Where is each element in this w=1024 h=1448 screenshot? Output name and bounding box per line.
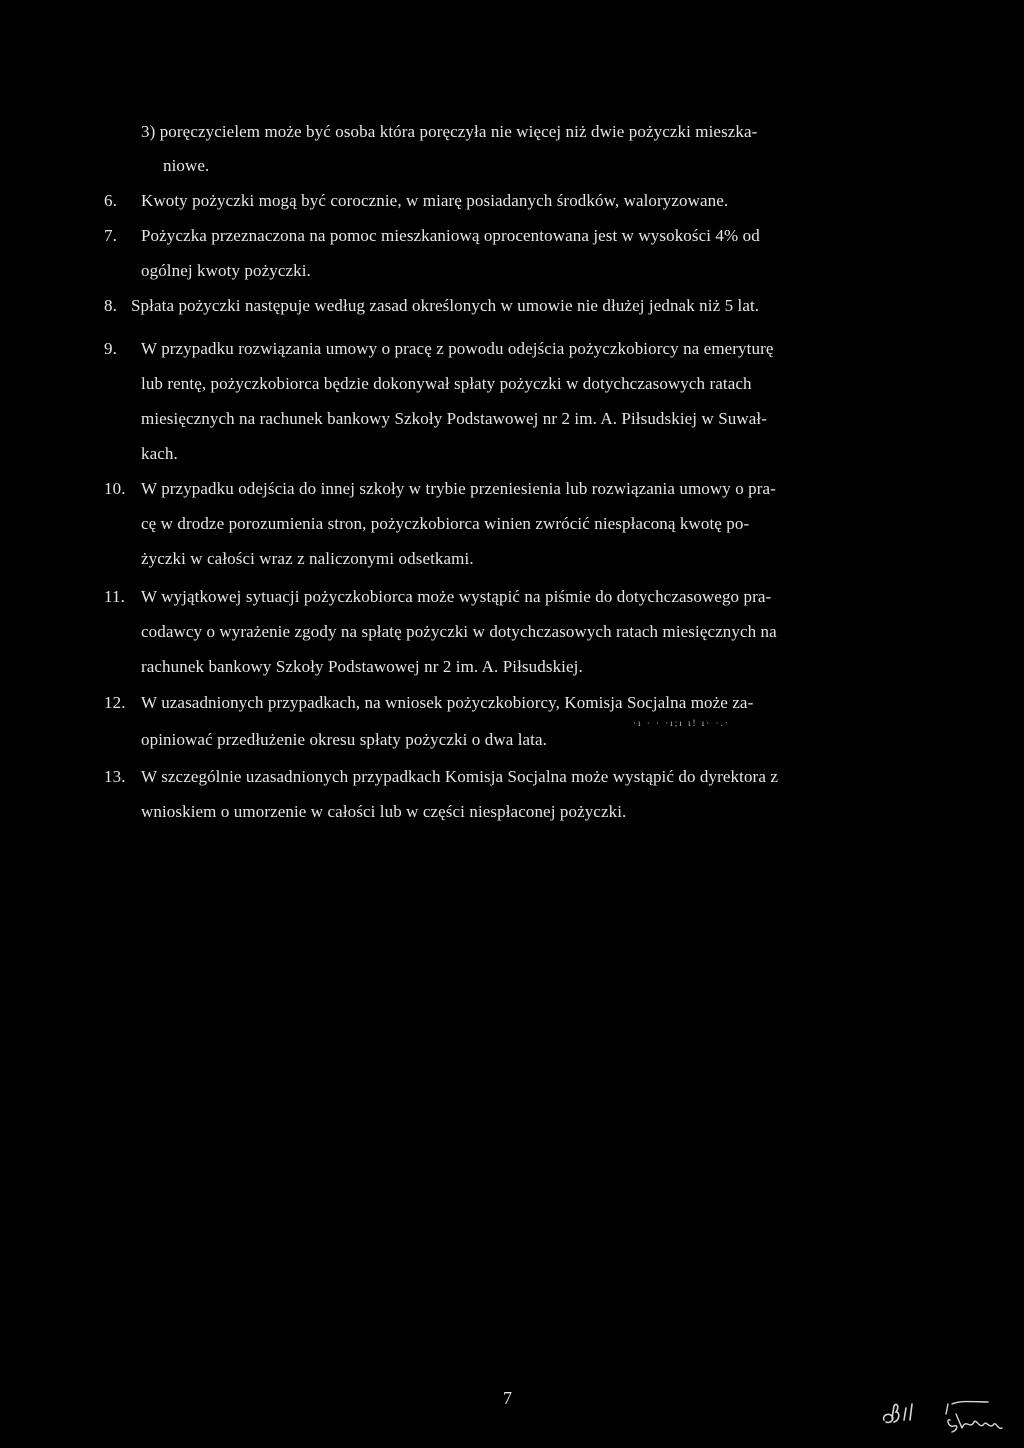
item-12-line-2: opiniować przedłużenie okresu spłaty pożyczki o dwa lata. <box>141 730 547 749</box>
item-9-line-4: kach. <box>141 444 178 463</box>
item-13-line-1: W szczególnie uzasadnionych przypadkach Komisja Socjalna może wystąpić do dyrektora z <box>141 767 778 786</box>
handwritten-initials-signature <box>880 1398 920 1433</box>
sub-item-3-line-1: 3) poręczycielem może być osoba która poręczyła nie więcej niż dwie pożyczki mieszka- <box>141 122 758 141</box>
item-11-line-2: codawcy o wyrażenie zgody na spłatę pożyczki w dotychczasowych ratach miesięcznych na <box>141 622 777 641</box>
signature-drawing <box>942 1400 1004 1436</box>
item-10-line-2: cę w drodze porozumienia stron, pożyczkobiorca winien zwrócić niespłaconą kwotę po- <box>141 514 750 533</box>
initials-signature-drawing <box>880 1398 920 1428</box>
item-9-line-3: miesięcznych na rachunek bankowy Szkoły Podstawowej nr 2 im. A. Piłsudskiej w Suwał- <box>141 409 767 428</box>
item-13-line-2: wnioskiem o umorzenie w całości lub w części niespłaconej pożyczki. <box>141 802 627 821</box>
item-11-number: 11. <box>104 587 125 606</box>
item-8-line-1: Spłata pożyczki następuje według zasad określonych w umowie nie dłużej jednak niż 5 lat. <box>131 296 760 315</box>
item-6-number: 6. <box>104 191 117 210</box>
item-9-line-1: W przypadku rozwiązania umowy o pracę z powodu odejścia pożyczkobiorcy na emeryturę <box>141 339 774 358</box>
item-11-line-1: W wyjątkowej sytuacji pożyczkobiorca może wystąpić na piśmie do dotychczasowego pra- <box>141 587 772 606</box>
item-10-number: 10. <box>104 479 126 498</box>
sub-item-3-line-2: niowe. <box>163 156 210 175</box>
item-12-number: 12. <box>104 693 126 712</box>
item-7-number: 7. <box>104 226 117 245</box>
item-9-number: 9. <box>104 339 117 358</box>
item-10-line-3: życzki w całości wraz z naliczonymi odsetkami. <box>141 549 474 568</box>
item-12-line-1: W uzasadnionych przypadkach, na wniosek pożyczkobiorcy, Komisja Socjalna może za- <box>141 693 754 712</box>
item-7-line-2: ogólnej kwoty pożyczki. <box>141 261 311 280</box>
faint-handwritten-marks: ·ı · · ·ı;ı ı! ı· ·.· <box>633 718 730 728</box>
item-7-line-1: Pożyczka przeznaczona na pomoc mieszkaniową oprocentowana jest w wysokości 4% od <box>141 226 760 245</box>
item-11-line-3: rachunek bankowy Szkoły Podstawowej nr 2 im. A. Piłsudskiej. <box>141 657 583 676</box>
item-9-line-2: lub rentę, pożyczkobiorca będzie dokonywał spłaty pożyczki w dotychczasowych ratach <box>141 374 752 393</box>
handwritten-signature <box>942 1400 1004 1441</box>
item-10-line-1: W przypadku odejścia do innej szkoły w trybie przeniesienia lub rozwiązania umowy o pra- <box>141 479 776 498</box>
item-6-line-1: Kwoty pożyczki mogą być corocznie, w miarę posiadanych środków, waloryzowane. <box>141 191 729 210</box>
item-13-number: 13. <box>104 767 126 786</box>
item-8-number: 8. <box>104 296 117 315</box>
page-number: 7 <box>503 1388 513 1408</box>
